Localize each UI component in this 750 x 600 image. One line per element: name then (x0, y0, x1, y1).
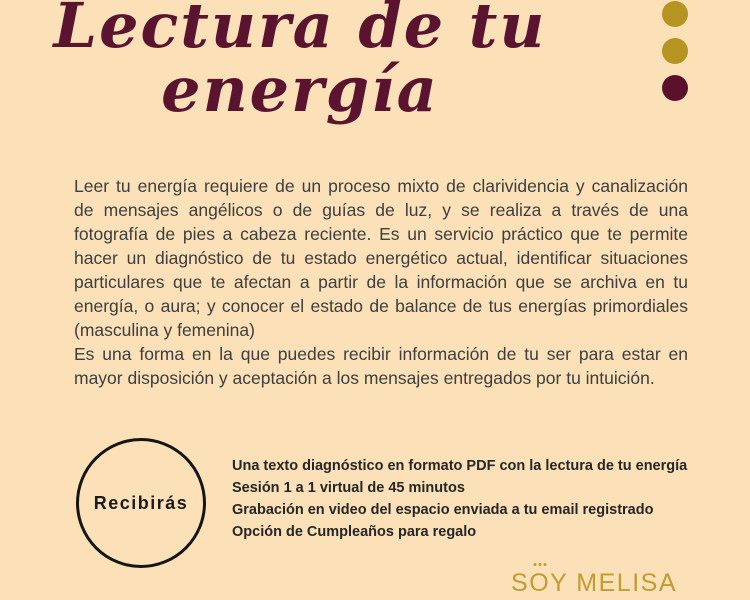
brand-umlaut-dots-icon (533, 563, 546, 566)
deliverables-list (232, 455, 692, 543)
brand-part-rest: Y MELISA (550, 569, 678, 597)
brand-letter-o: O (529, 569, 550, 598)
recibiras-label: Recibirás (93, 492, 189, 513)
list-item: Sesión 1 a 1 virtual de 45 minutos (232, 480, 465, 496)
recibiras-circle-badge (76, 438, 206, 568)
decor-dot-maroon (662, 75, 688, 101)
brand-part-s: S (511, 569, 530, 597)
description-paragraph-2: Es una forma en la que puedes recibir información de tu ser para estar en mayor disposición y aceptación a los mensajes entregados por tu intuición. (74, 344, 688, 388)
decorative-dots (662, 1, 688, 101)
list-item: Grabación en video del espacio enviada a tu email registrado (232, 502, 654, 518)
description-text (74, 174, 688, 390)
page-title (40, 0, 560, 126)
page-title-line1: Lectura de tu (53, 0, 547, 62)
description-paragraph-1: Leer tu energía requiere de un proceso mixto de clarividencia y canalización de mensajes angélicos o de guías de luz, y se realiza a través de una fotografía de pies a cabeza reciente. Es un servicio práctico que te permite hacer un diagnóstico de tu estado energético actual, identificar situaciones particulares que te afectan a partir de la información que se archiva en tu energía, o aura; y conocer el estado de balance de tus energías primordiales (masculina y femenina) (74, 176, 688, 340)
decor-dot-gold-2 (662, 38, 688, 64)
list-item: Una texto diagnóstico en formato PDF con la lectura de tu energía (232, 458, 688, 474)
page-title-line2: energía (161, 53, 439, 126)
list-item: Opción de Cumpleaños para regalo (232, 524, 477, 540)
decor-dot-gold-1 (662, 1, 688, 27)
brand-logo (511, 569, 677, 598)
